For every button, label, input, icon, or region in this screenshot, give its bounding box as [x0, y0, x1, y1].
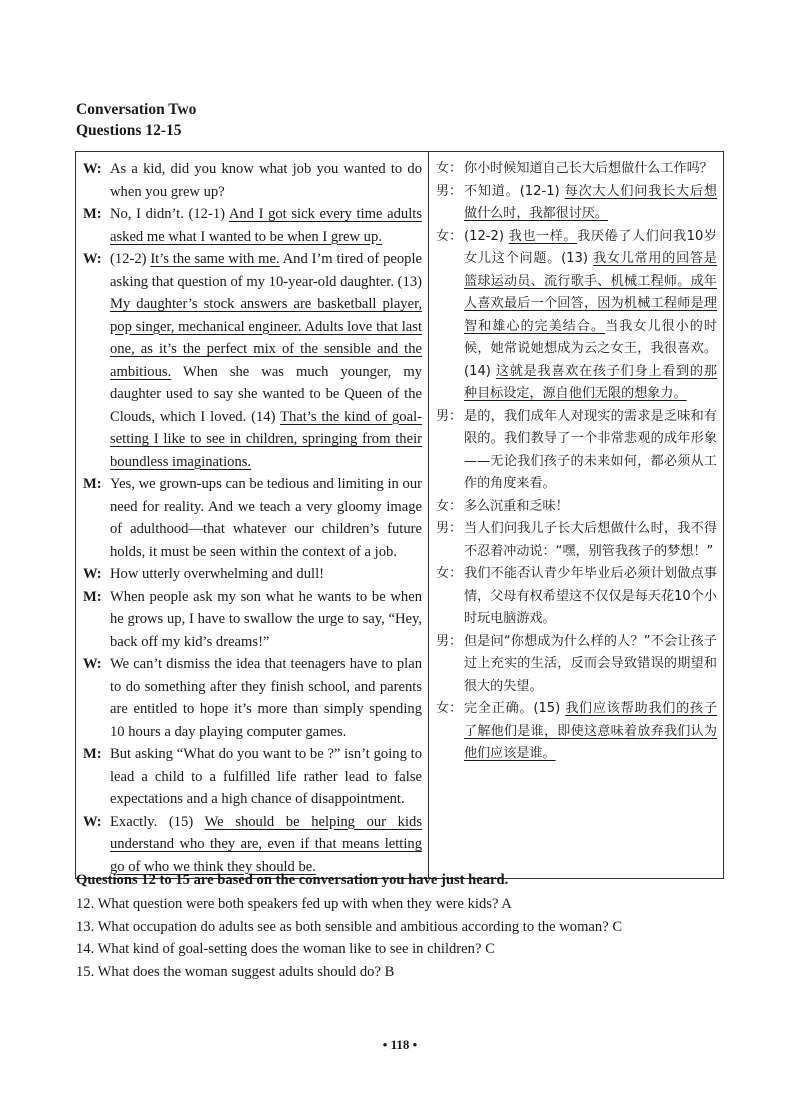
answer-evidence-text: And I got sick every time adults asked me what I wanted to be when I grew up.	[110, 206, 422, 245]
utterance-text: As a kid, did you know what job you wanted to do when you grew up?	[110, 161, 422, 200]
utterance-text: When people ask my son what he wants to be when he grows up, I have to swallow the urge to say, “Hey, back off my kid’s dreams!”	[110, 588, 422, 650]
answer-evidence-text: 每次大人们问我长大后想做什么时，我都很讨厌。	[464, 183, 717, 221]
conversation-table	[75, 151, 724, 879]
utterance	[110, 811, 422, 879]
utterance-text: When she was much younger, my daughter used to say she wanted to be Queen of the Clouds, which I loved. (14)	[110, 363, 422, 425]
utterance	[464, 181, 717, 226]
english-turn	[83, 248, 422, 473]
utterance	[110, 586, 422, 654]
utterance-text: But asking “What do you want to be ?” isn’t going to lead a child to a fulfilled life rather lead to false expectations and a high chance of disappointment.	[110, 746, 422, 807]
chinese-turn	[436, 181, 717, 226]
answer-evidence-text: That’s the kind of goal-setting I like to see in children, springing from their boundless imaginations.	[110, 408, 422, 470]
answer-evidence-text: 我也一样。	[508, 228, 578, 244]
speaker-label: W:	[83, 251, 102, 267]
utterance	[464, 496, 717, 519]
speaker-label: 女：	[436, 498, 463, 514]
english-transcript	[76, 152, 429, 879]
chinese-turn	[436, 631, 717, 699]
utterance	[464, 631, 717, 699]
utterance-text: No, I didn’t. (12-1)	[110, 206, 229, 222]
utterance-text: And I’m tired of people asking that question of my 10-year-old daughter. (13)	[110, 251, 422, 290]
speaker-label: W:	[83, 566, 102, 582]
utterance-text: 我们不能否认青少年毕业后必须计划做点事情，父母有权希望这不仅仅是每天花10个小时玩电脑游戏。	[464, 566, 717, 626]
utterance-text: Yes, we grown-ups can be tedious and limiting in our need for reality. And we teach a very gloomy image of adulthood—that whatever our children’s future holds, it must be seen within the context of a job.	[110, 476, 422, 560]
speaker-label: 女：	[436, 566, 463, 581]
english-turn	[83, 203, 422, 248]
utterance-text: 不知道。(12-1)	[464, 183, 565, 199]
utterance-text: How utterly overwhelming and dull!	[110, 566, 324, 582]
speaker-label: W:	[83, 813, 102, 830]
chinese-turn	[436, 563, 717, 631]
chinese-turn	[436, 226, 717, 406]
chinese-turn	[436, 496, 717, 519]
utterance	[464, 226, 717, 406]
utterance-text: 你小时候知道自己长大后想做什么工作吗？	[464, 161, 713, 176]
speaker-label: M:	[83, 206, 102, 222]
english-turn	[83, 158, 422, 203]
speaker-label: M:	[83, 588, 102, 605]
speaker-label: 女：	[436, 701, 463, 716]
utterance	[464, 406, 717, 496]
chinese-turn	[436, 518, 717, 563]
answer-evidence-text: 我女儿常用的回答是篮球运动员、流行歌手、机械工程师。成年人喜欢最后一个回答，因为机械工程师是理智和雄心的完美结合。	[464, 251, 718, 334]
utterance-text: (12-2)	[110, 251, 151, 267]
question-item: 12. What question were both speakers fed up with when they were kids? A	[76, 896, 512, 912]
utterance	[110, 158, 422, 203]
speaker-label: W:	[83, 161, 102, 177]
utterance-text: We can’t dismiss the idea that teenagers have to plan to do something after they finish school, and parents are entitled to hope it’s more than simply spending 10 hours a day playing computer games.	[110, 656, 422, 740]
utterance-text: 但是问“你想成为什么样的人？”不会让孩子过上充实的生活，反而会导致错误的期望和很大的失望。	[464, 633, 717, 694]
english-turn	[83, 473, 422, 563]
chinese-turn	[436, 406, 717, 496]
question-item: 15. What does the woman suggest adults should do? B	[76, 963, 395, 980]
speaker-label: 女：	[436, 161, 463, 176]
chinese-turn	[436, 698, 717, 766]
speaker-label: 女：	[436, 228, 463, 244]
utterance	[110, 248, 422, 473]
answer-evidence-text: It’s the same with me.	[150, 251, 280, 267]
english-turn	[83, 563, 422, 586]
questions-list	[76, 893, 622, 983]
utterance	[464, 158, 717, 181]
utterance	[110, 653, 422, 743]
utterance-text: 是的，我们成年人对现实的需求是乏味和有限的。我们教导了一个非常悲观的成年形象——无论我们孩子的未来如何，都必须从工作的角度来看。	[464, 408, 717, 491]
answer-evidence-text: 这就是我喜欢在孩子们身上看到的那种目标设定，源自他们无限的想象力。	[464, 363, 718, 401]
utterance	[464, 698, 717, 766]
speaker-label: 男：	[436, 633, 463, 649]
english-turn	[83, 586, 422, 654]
english-turn	[83, 811, 422, 879]
english-turn	[83, 743, 422, 811]
utterance	[110, 743, 422, 811]
chinese-transcript	[429, 152, 724, 879]
questions-instruction: Questions 12 to 15 are based on the conversation you have just heard.	[76, 872, 509, 888]
utterance	[464, 518, 717, 563]
utterance-text: Exactly. (15)	[110, 813, 205, 830]
page-number: • 118 •	[382, 1037, 418, 1052]
speaker-label: M:	[83, 746, 102, 762]
utterance-text: 我厌倦了人们问我10岁女儿这个问题。(13)	[464, 228, 717, 266]
utterance-text: 多么沉重和乏味！	[464, 498, 569, 514]
answer-evidence-text: My daughter’s stock answers are basketball player, pop singer, mechanical engineer. Adults love that last one, as it’s the perfect mix of the sensible and the ambitious.	[110, 296, 422, 380]
questions-range: Questions 12-15	[76, 122, 182, 139]
question-item: 13. What occupation do adults see as both sensible and ambitious according to the woman? C	[76, 918, 623, 935]
utterance-text: 当我女儿很小的时候，她常说她想成为云之女王，我很喜欢。(14)	[464, 318, 718, 379]
english-turn	[83, 653, 422, 743]
utterance	[464, 563, 717, 631]
utterance-text: 完全正确。(15)	[464, 701, 566, 716]
conversation-title: Conversation Two	[76, 101, 197, 118]
speaker-label: 男：	[436, 521, 463, 536]
utterance-text: 当人们问我儿子长大后想做什么时，我不得不忍着冲动说：“嘿，别管我孩子的梦想！”	[464, 521, 717, 559]
speaker-label: 男：	[436, 183, 463, 199]
answer-evidence-text: We should be helping our kids understand who they are, even if that means letting go of who we think they should be.	[110, 813, 422, 875]
answer-evidence-text: 我们应该帮助我们的孩子了解他们是谁，即使这意味着放弃我们认为他们应该是谁。	[464, 701, 718, 761]
utterance	[110, 473, 422, 563]
utterance-text: (12-2)	[464, 228, 509, 244]
speaker-label: M:	[83, 476, 102, 492]
speaker-label: 男：	[436, 408, 463, 424]
chinese-turn	[436, 158, 717, 181]
utterance	[110, 563, 422, 586]
utterance	[110, 203, 422, 248]
question-item: 14. What kind of goal-setting does the woman like to see in children? C	[76, 941, 495, 957]
speaker-label: W:	[83, 656, 102, 672]
